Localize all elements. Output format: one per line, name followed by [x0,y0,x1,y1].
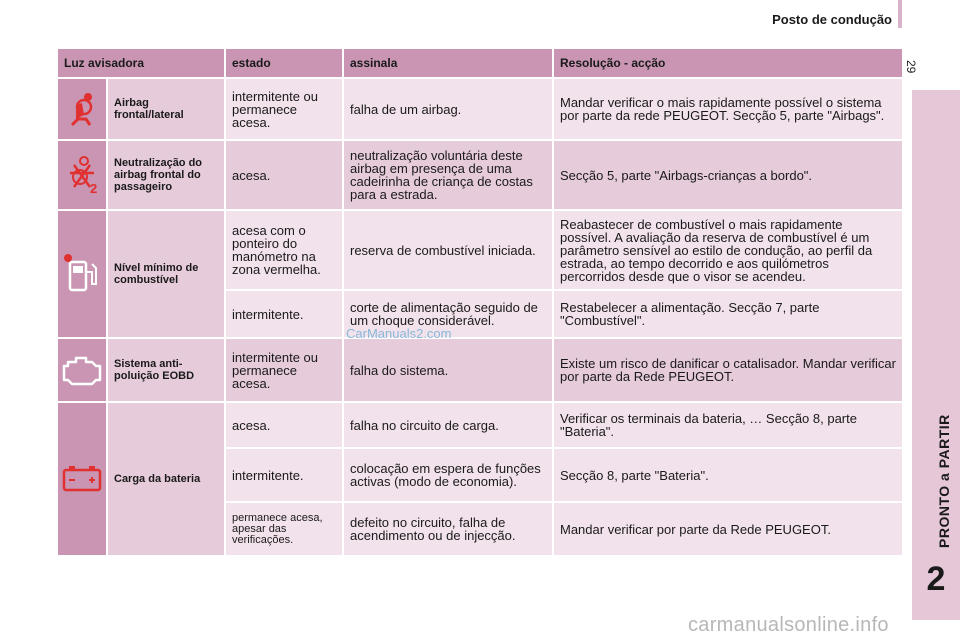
action-cell: Secção 5, parte "Airbags-crianças a bordo". [554,141,902,209]
signal-cell: falha de um airbag. [344,79,552,139]
table-row [58,79,902,139]
airbag-icon [58,79,106,139]
light-name: Airbag frontal/lateral [108,79,224,139]
state-cell: acesa. [226,403,342,447]
state-cell: permanece acesa, apesar das verificações. [226,503,342,555]
header-signal: assinala [344,49,552,77]
light-name: Nível mínimo de combustível [108,211,224,337]
svg-text:2: 2 [90,181,98,196]
signal-cell: neutralização voluntária deste airbag em presença de uma cadeirinha de criança de costas para a estrada. [344,141,552,209]
header-action: Resolução - acção [554,49,902,77]
action-cell: Mandar verificar o mais rapidamente possível o sistema por parte da rede PEUGEOT. Secção 5, parte "Airbags". [554,79,902,139]
page-title: Posto de condução [772,12,892,27]
watermark-center: CarManuals2.com [346,326,452,341]
page-number: 29 [904,60,918,74]
table-row [58,141,902,209]
light-name: Neutralização do airbag frontal do passageiro [108,141,224,209]
signal-cell: falha no circuito de carga. [344,403,552,447]
passenger-airbag-off-icon [58,141,106,209]
table-row [58,211,902,289]
engine-icon [58,339,106,401]
action-cell: Existe um risco de danificar o catalisador. Mandar verificar por parte da Rede PEUGEOT. [554,339,902,401]
watermark-footer: carmanualsonline.info [688,614,889,636]
action-cell: Secção 8, parte "Bateria". [554,449,902,501]
warning-lights-table [56,47,904,557]
signal-cell: falha do sistema. [344,339,552,401]
header-accent-bar [898,0,902,28]
state-cell: intermitente. [226,291,342,337]
table-header-row [58,49,902,77]
signal-cell: defeito no circuito, falha de acendimento ou de injecção. [344,503,552,555]
action-cell: Restabelecer a alimentação. Secção 7, parte "Combustível". [554,291,902,337]
header-warning-light: Luz avisadora [58,49,224,77]
table-row [58,403,902,447]
action-cell: Mandar verificar por parte da Rede PEUGEOT. [554,503,902,555]
action-cell: Verificar os terminais da bateria, … Secção 8, parte "Bateria". [554,403,902,447]
signal-cell: reserva de combustível iniciada. [344,211,552,289]
state-cell: intermitente ou permanece acesa. [226,339,342,401]
state-cell: intermitente ou permanece acesa. [226,79,342,139]
light-name: Sistema anti-poluição EOBD [108,339,224,401]
table-row [58,339,902,401]
state-cell: acesa com o ponteiro do manómetro na zona vermelha. [226,211,342,289]
action-cell: Reabastecer de combustível o mais rapidamente possível. A avaliação da reserva de combustível é um parâmetro sensível ao estilo de condução, ao perfil da estrada, ao tempo decorrido e aos quilómetros percorridos desde que o visor se acendeu. [554,211,902,289]
light-name: Carga da bateria [108,403,224,555]
battery-icon [58,403,106,555]
signal-cell: corte de alimentação seguido de um choque considerável. [344,291,552,337]
fuel-pump-icon [58,211,106,337]
state-cell: intermitente. [226,449,342,501]
chapter-number: 2 [926,560,946,598]
signal-cell: colocação em espera de funções activas (modo de economia). [344,449,552,501]
state-cell: acesa. [226,141,342,209]
section-label: PRONTO a PARTIR [936,414,952,548]
header-state: estado [226,49,342,77]
